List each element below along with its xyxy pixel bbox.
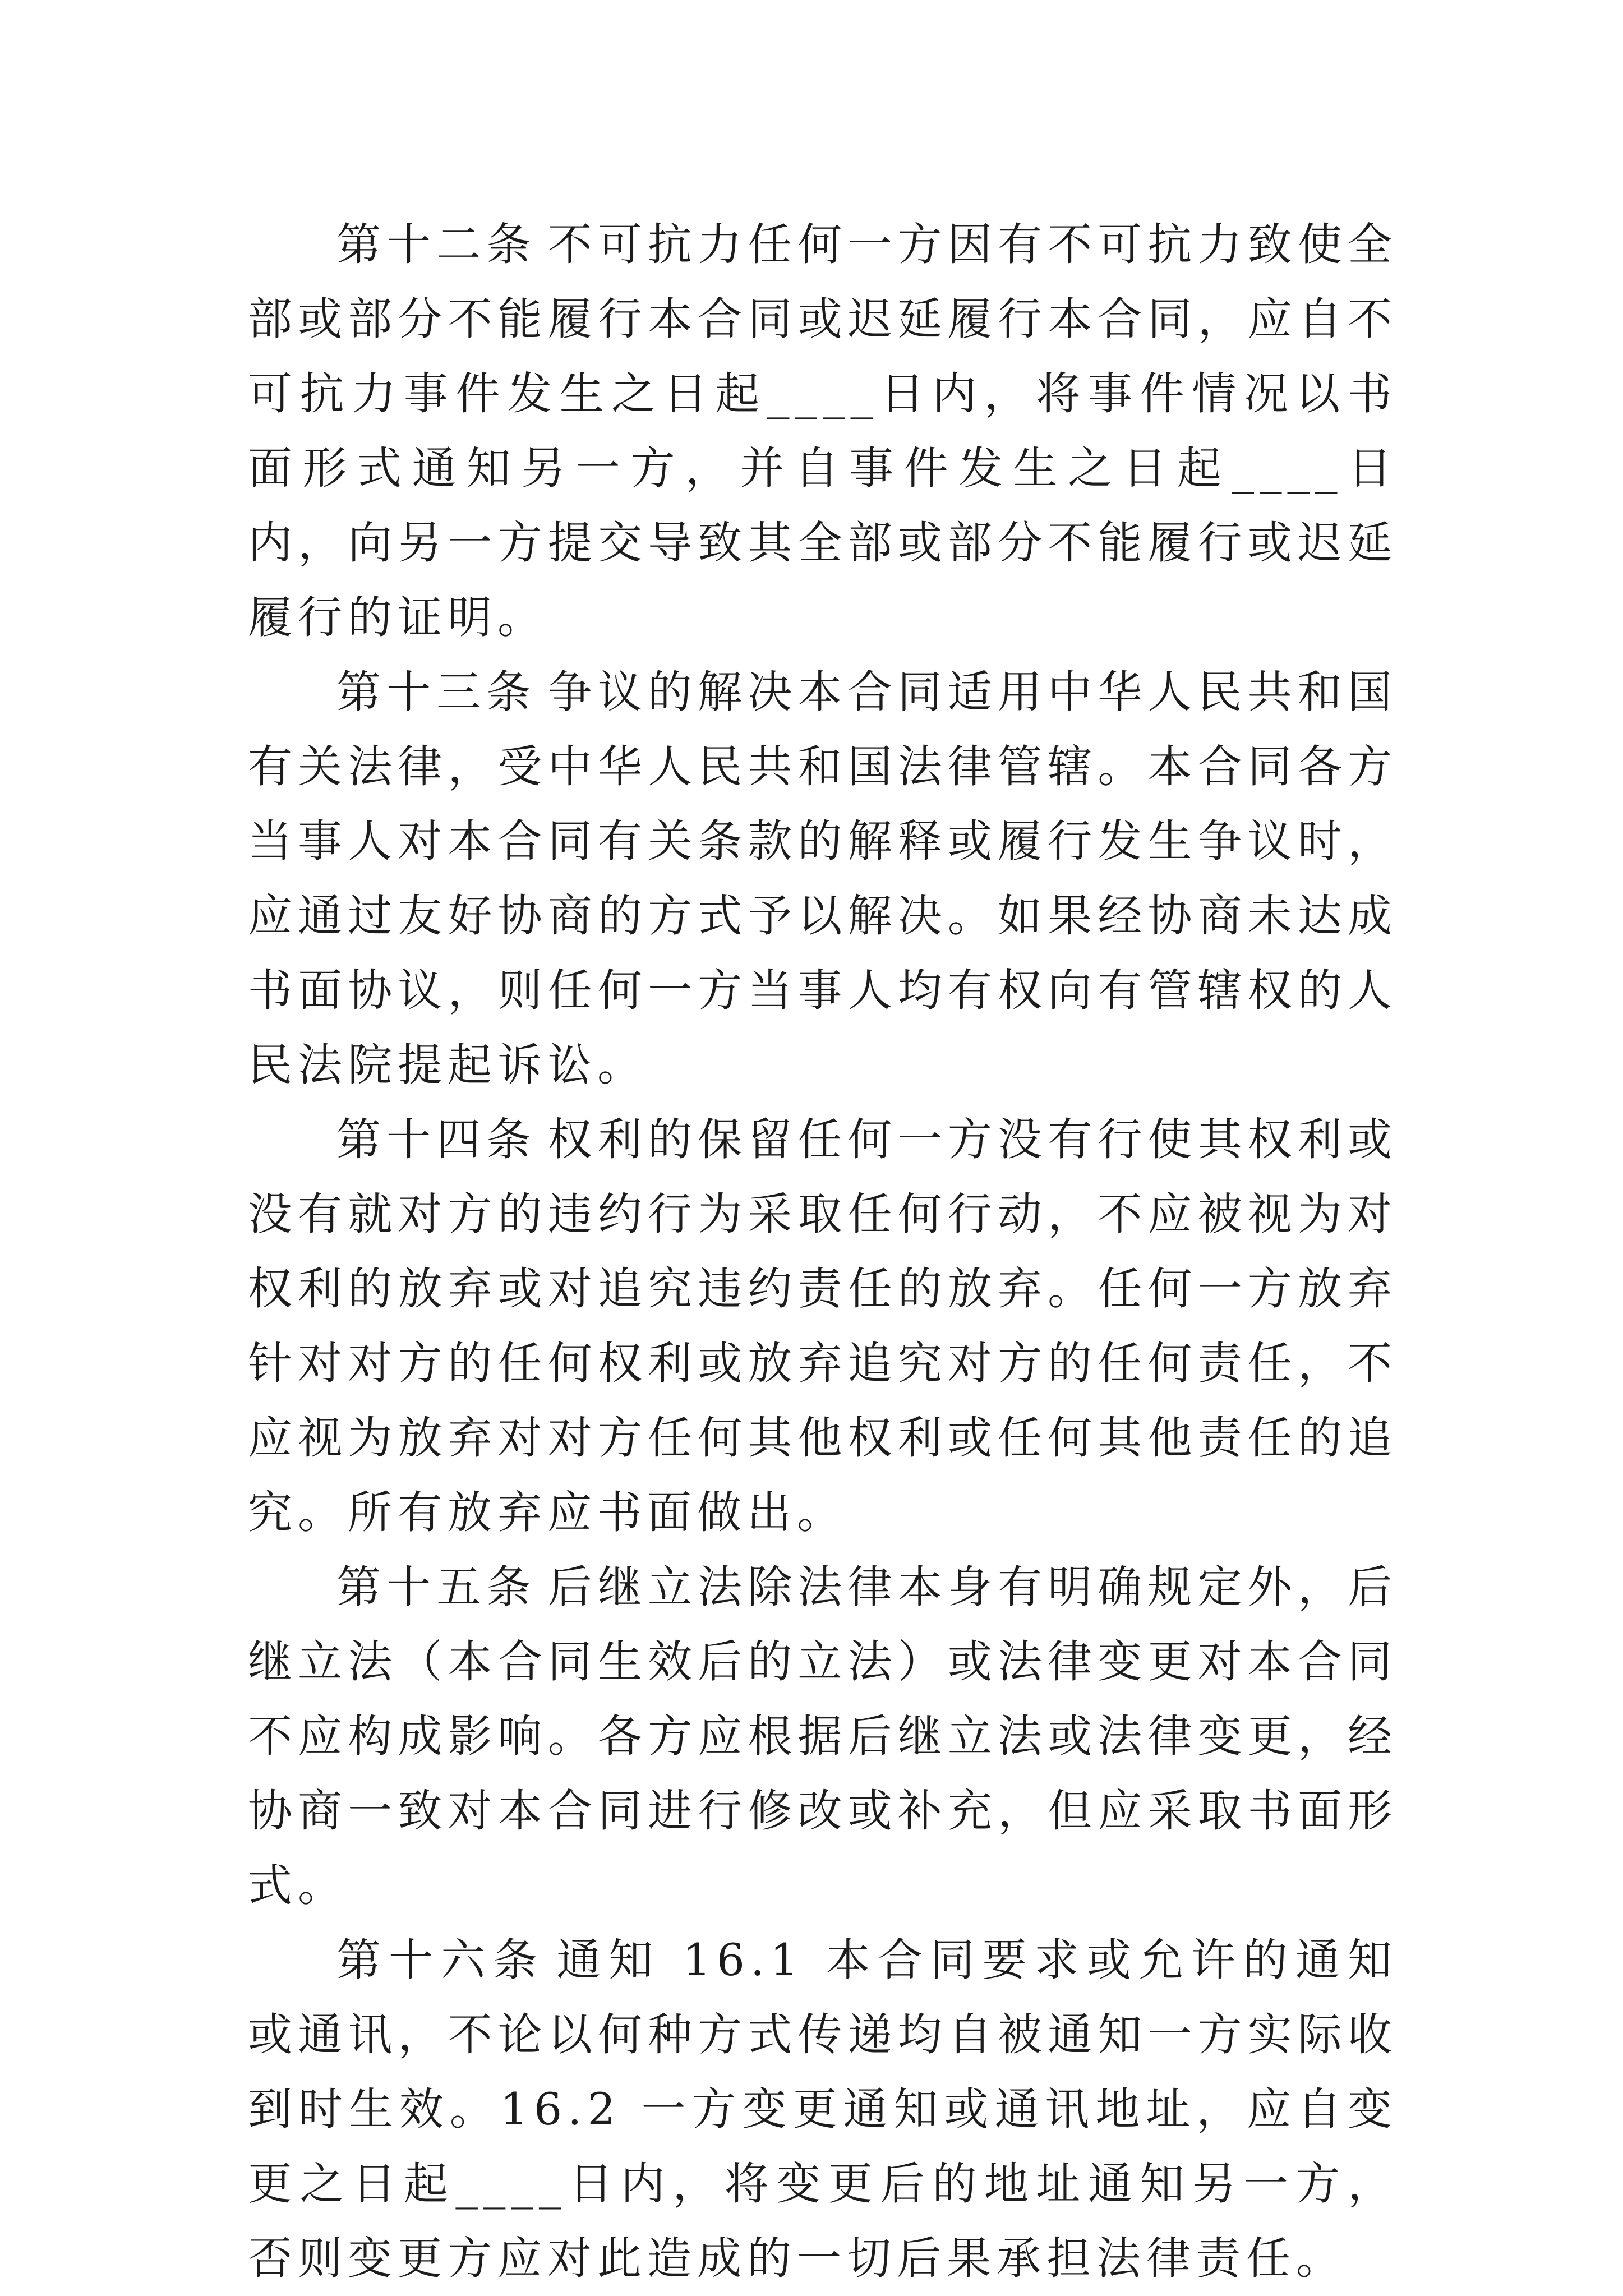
clause-16-heading: 第十六条 (336, 1934, 546, 1986)
clause-15-text: 后继立法除法律本身有明确规定外，后继立法（本合同生效后的立法）或法律变更对本合同不应构成影响。各方应根据后继立法或法律变更，经协商一致对本合同进行修改或补充，但应采取书面形式。 (248, 1561, 1398, 1911)
clause-12-text: 不可抗力任何一方因有不可抗力致使全部或部分不能履行本合同或迟延履行本合同，应自不可抗力事件发生之日起____日内，将事件情况以书面形式通知另一方，并自事件发生之日起____日内，向另一方提交导致其全部或部分不能履行或迟延履行的证明。 (248, 219, 1398, 643)
clause-13-text: 争议的解决本合同适用中华人民共和国有关法律，受中华人民共和国法律管辖。本合同各方当事人对本合同有关条款的解释或履行发生争议时，应通过友好协商的方式予以解决。如果经协商未达成书面协议，则任何一方当事人均有权向有管辖权的人民法院提起诉讼。 (248, 666, 1398, 1091)
clause-16-paragraph (248, 1923, 1398, 2296)
clause-14-heading: 第十四条 (336, 1114, 537, 1165)
clause-14-text: 权利的保留任何一方没有行使其权利或没有就对方的违约行为采取任何行动，不应被视为对权利的放弃或对追究违约责任的放弃。任何一方放弃针对对方的任何权利或放弃追究对方的任何责任，不应视为放弃对对方任何其他权利或任何其他责任的追究。所有放弃应书面做出。 (248, 1114, 1398, 1538)
document-body (248, 208, 1398, 2296)
clause-12-heading: 第十二条 (336, 219, 537, 270)
clause-15-heading: 第十五条 (336, 1561, 537, 1613)
clause-13-heading: 第十三条 (336, 666, 537, 718)
clause-15-paragraph (248, 1550, 1398, 1923)
clause-12-paragraph (248, 208, 1398, 655)
clause-14-paragraph (248, 1103, 1398, 1550)
clause-16-text: 通知 16.1 本合同要求或允许的通知或通讯，不论以何种方式传递均自被通知一方实际收到时生效。16.2 一方变更通知或通讯地址，应自变更之日起____日内，将变更后的地址通知另一方，否则变更方应对此造成的一切后果承担法律责任。 (248, 1934, 1398, 2284)
clause-13-paragraph (248, 655, 1398, 1103)
